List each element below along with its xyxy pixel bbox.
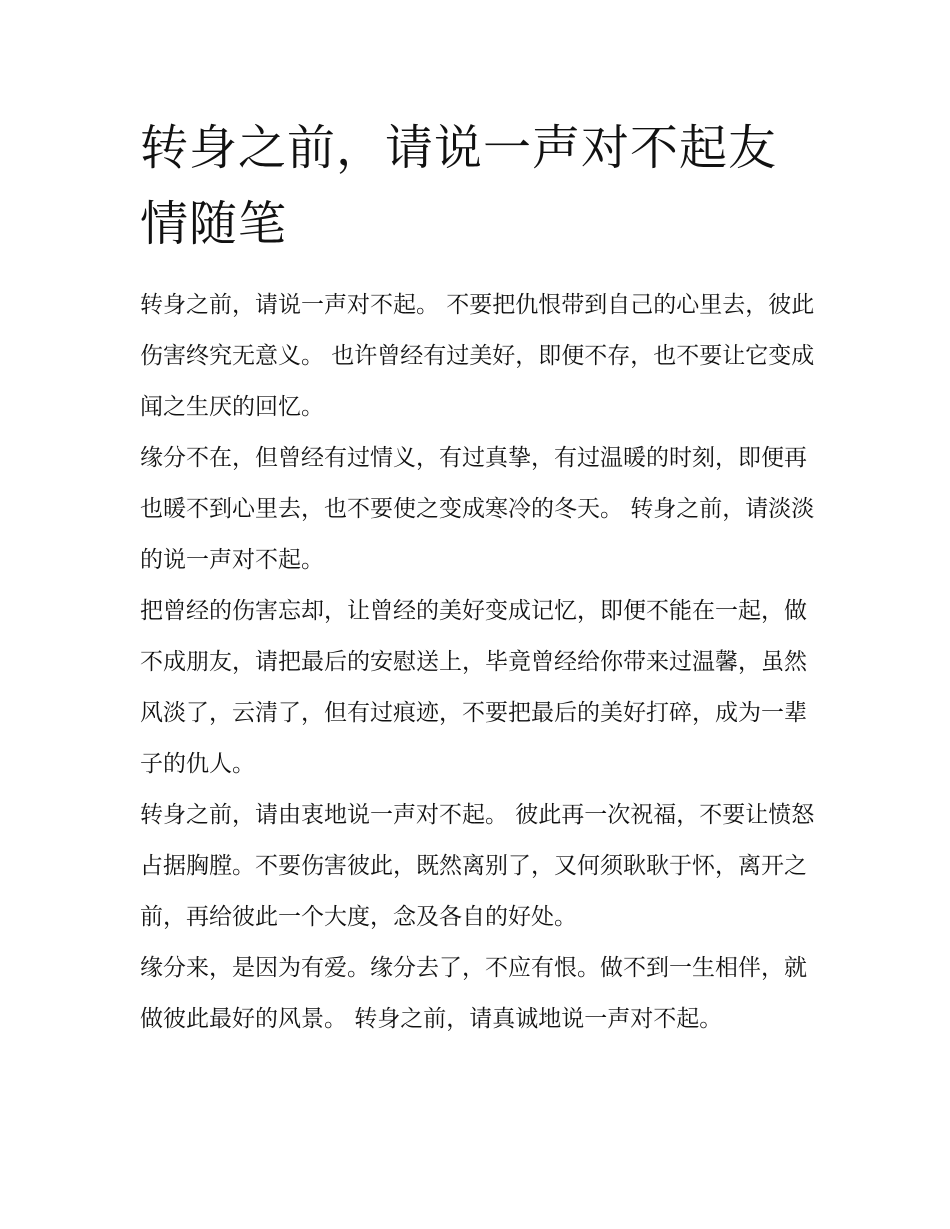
paragraph-3: 把曾经的伤害忘却，让曾经的美好变成记忆，即便不能在一起，做不成朋友，请把最后的安慰送上，毕竟曾经给你带来过温馨，虽然风淡了，云清了，但有过痕迹，不要把最后的美好打碎，成为一辈子的仇人。 [140, 598, 807, 777]
paragraph-1: 转身之前，请说一声对不起。 不要把仇恨带到自己的心里去，彼此伤害终究无意义。 也许曾经有过美好，即便不存，也不要让它变成闻之生厌的回忆。 [140, 292, 815, 420]
document-title: 转身之前，请说一声对不起友情随笔 [140, 120, 778, 252]
paragraph-5: 缘分来，是因为有爱。缘分去了，不应有恨。做不到一生相伴，就做彼此最好的风景。 转身之前，请真诚地说一声对不起。 [140, 955, 807, 1032]
document-page [140, 110, 815, 1045]
paragraph-2: 缘分不在，但曾经有过情义，有过真挚，有过温暖的时刻，即便再也暖不到心里去，也不要使之变成寒冷的冬天。 转身之前，请淡淡的说一声对不起。 [140, 445, 815, 573]
paragraph-4: 转身之前，请由衷地说一声对不起。 彼此再一次祝福，不要让愤怒占据胸膛。不要伤害彼此，既然离别了，又何须耿耿于怀，离开之前，再给彼此一个大度，念及各自的好处。 [140, 802, 815, 930]
